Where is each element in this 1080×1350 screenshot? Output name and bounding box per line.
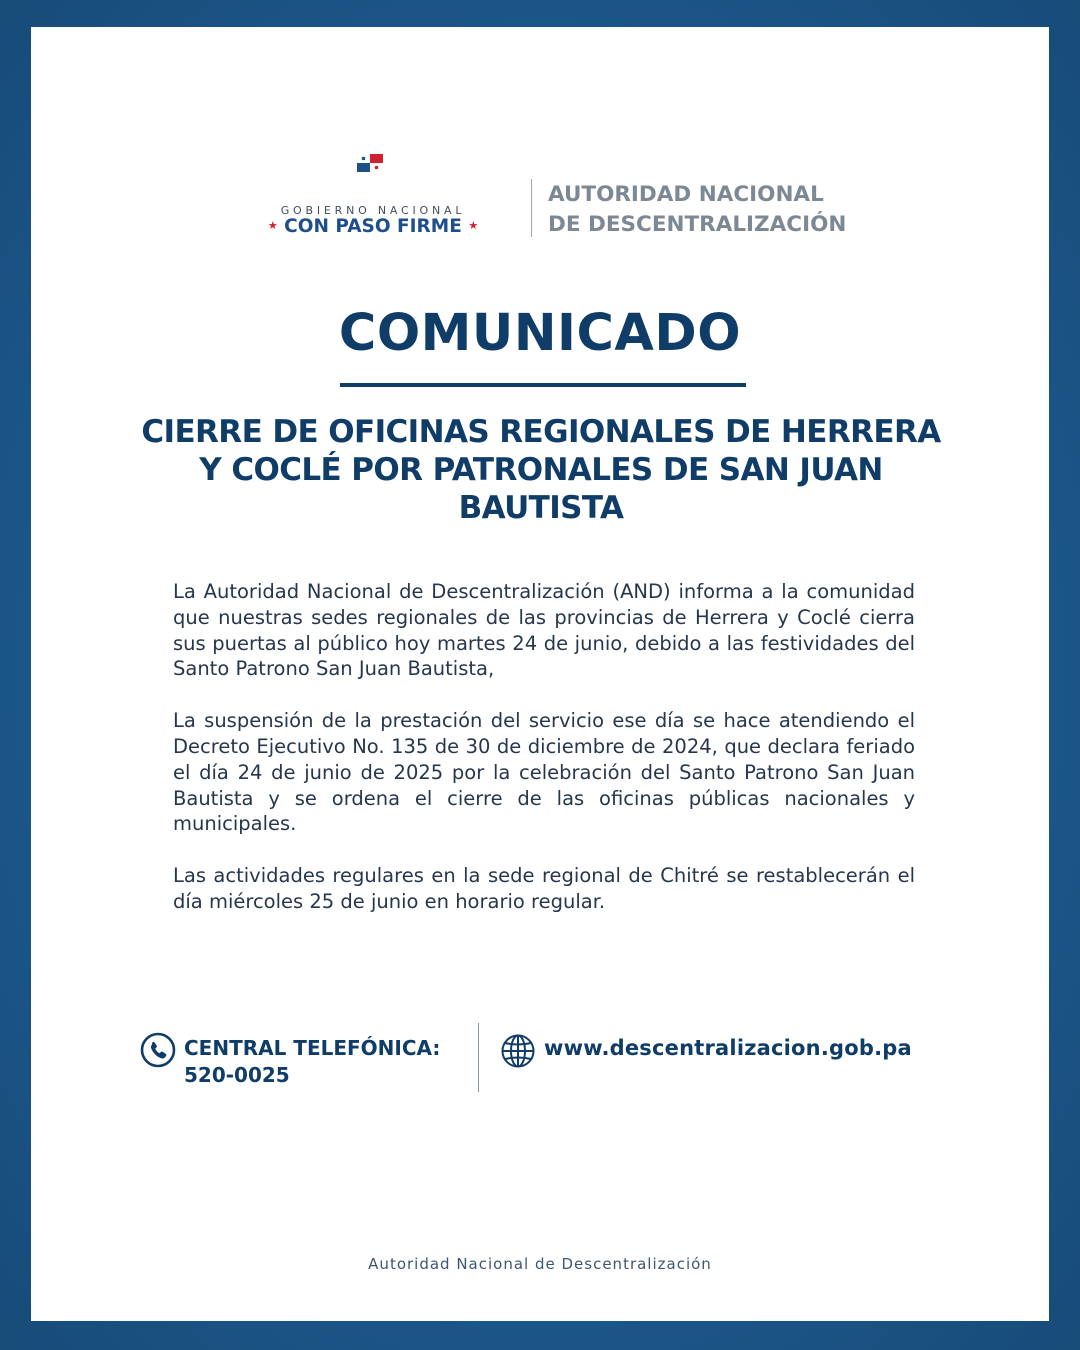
star-icon: ★ [468,219,479,232]
government-logo [253,152,493,237]
website-link[interactable]: www.descentralizacion.gob.pa [544,1036,912,1060]
star-icon: ★ [267,219,278,232]
announcement-subtitle: CIERRE DE OFICINAS REGIONALES DE HERRERA Y COCLÉ POR PATRONALES DE SAN JUAN BAUTISTA [141,414,941,526]
announcement-card [31,27,1049,1321]
body-paragraph-1: La Autoridad Nacional de Descentralización (AND) informa a la comunidad que nuestras sedes regionales de las provincias de Herrera y Coclé cierra sus puertas al público hoy martes 24 de junio, debido a las festividades del Santo Patrono San Juan Bautista, [173,580,915,681]
header-logos [253,152,847,237]
agency-line-1: AUTORIDAD NACIONAL [548,182,824,207]
body-paragraph-2: La suspensión de la prestación del servicio ese día se hace atendiendo el Decreto Ejecutivo No. 135 de 30 de diciembre de 2024, que declara feriado el día 24 de junio de 2025 por la celebración del Santo Patrono San Juan Bautista y se ordena el cierre de las oficinas públicas nacionales y municipales. [173,709,915,836]
contact-divider [478,1023,479,1092]
phone-contact [184,1035,440,1089]
agency-line-2: DE DESCENTRALIZACIÓN [548,212,847,237]
header-divider [531,179,532,237]
gov-tagline-text: CON PASO FIRME [284,216,462,237]
body-paragraph-3: Las actividades regulares en la sede regional de Chitré se restablecerán el día miércoles 25 de junio en horario regular. [173,864,915,913]
gov-tagline-bottom [253,216,493,237]
gov-tagline-top: GOBIERNO NACIONAL [280,204,466,217]
announcement-body [173,579,915,941]
title-underline [340,383,746,387]
agency-logo-text [548,180,846,240]
panama-flag-icon [357,154,383,172]
page-title: COMUNICADO [338,304,742,363]
globe-icon [500,1033,536,1069]
phone-label: CENTRAL TELEFÓNICA: [184,1036,441,1060]
phone-number[interactable]: 520-0025 [184,1063,290,1087]
phone-icon [140,1032,176,1068]
footer-text: Autoridad Nacional de Descentralización [368,1255,712,1273]
